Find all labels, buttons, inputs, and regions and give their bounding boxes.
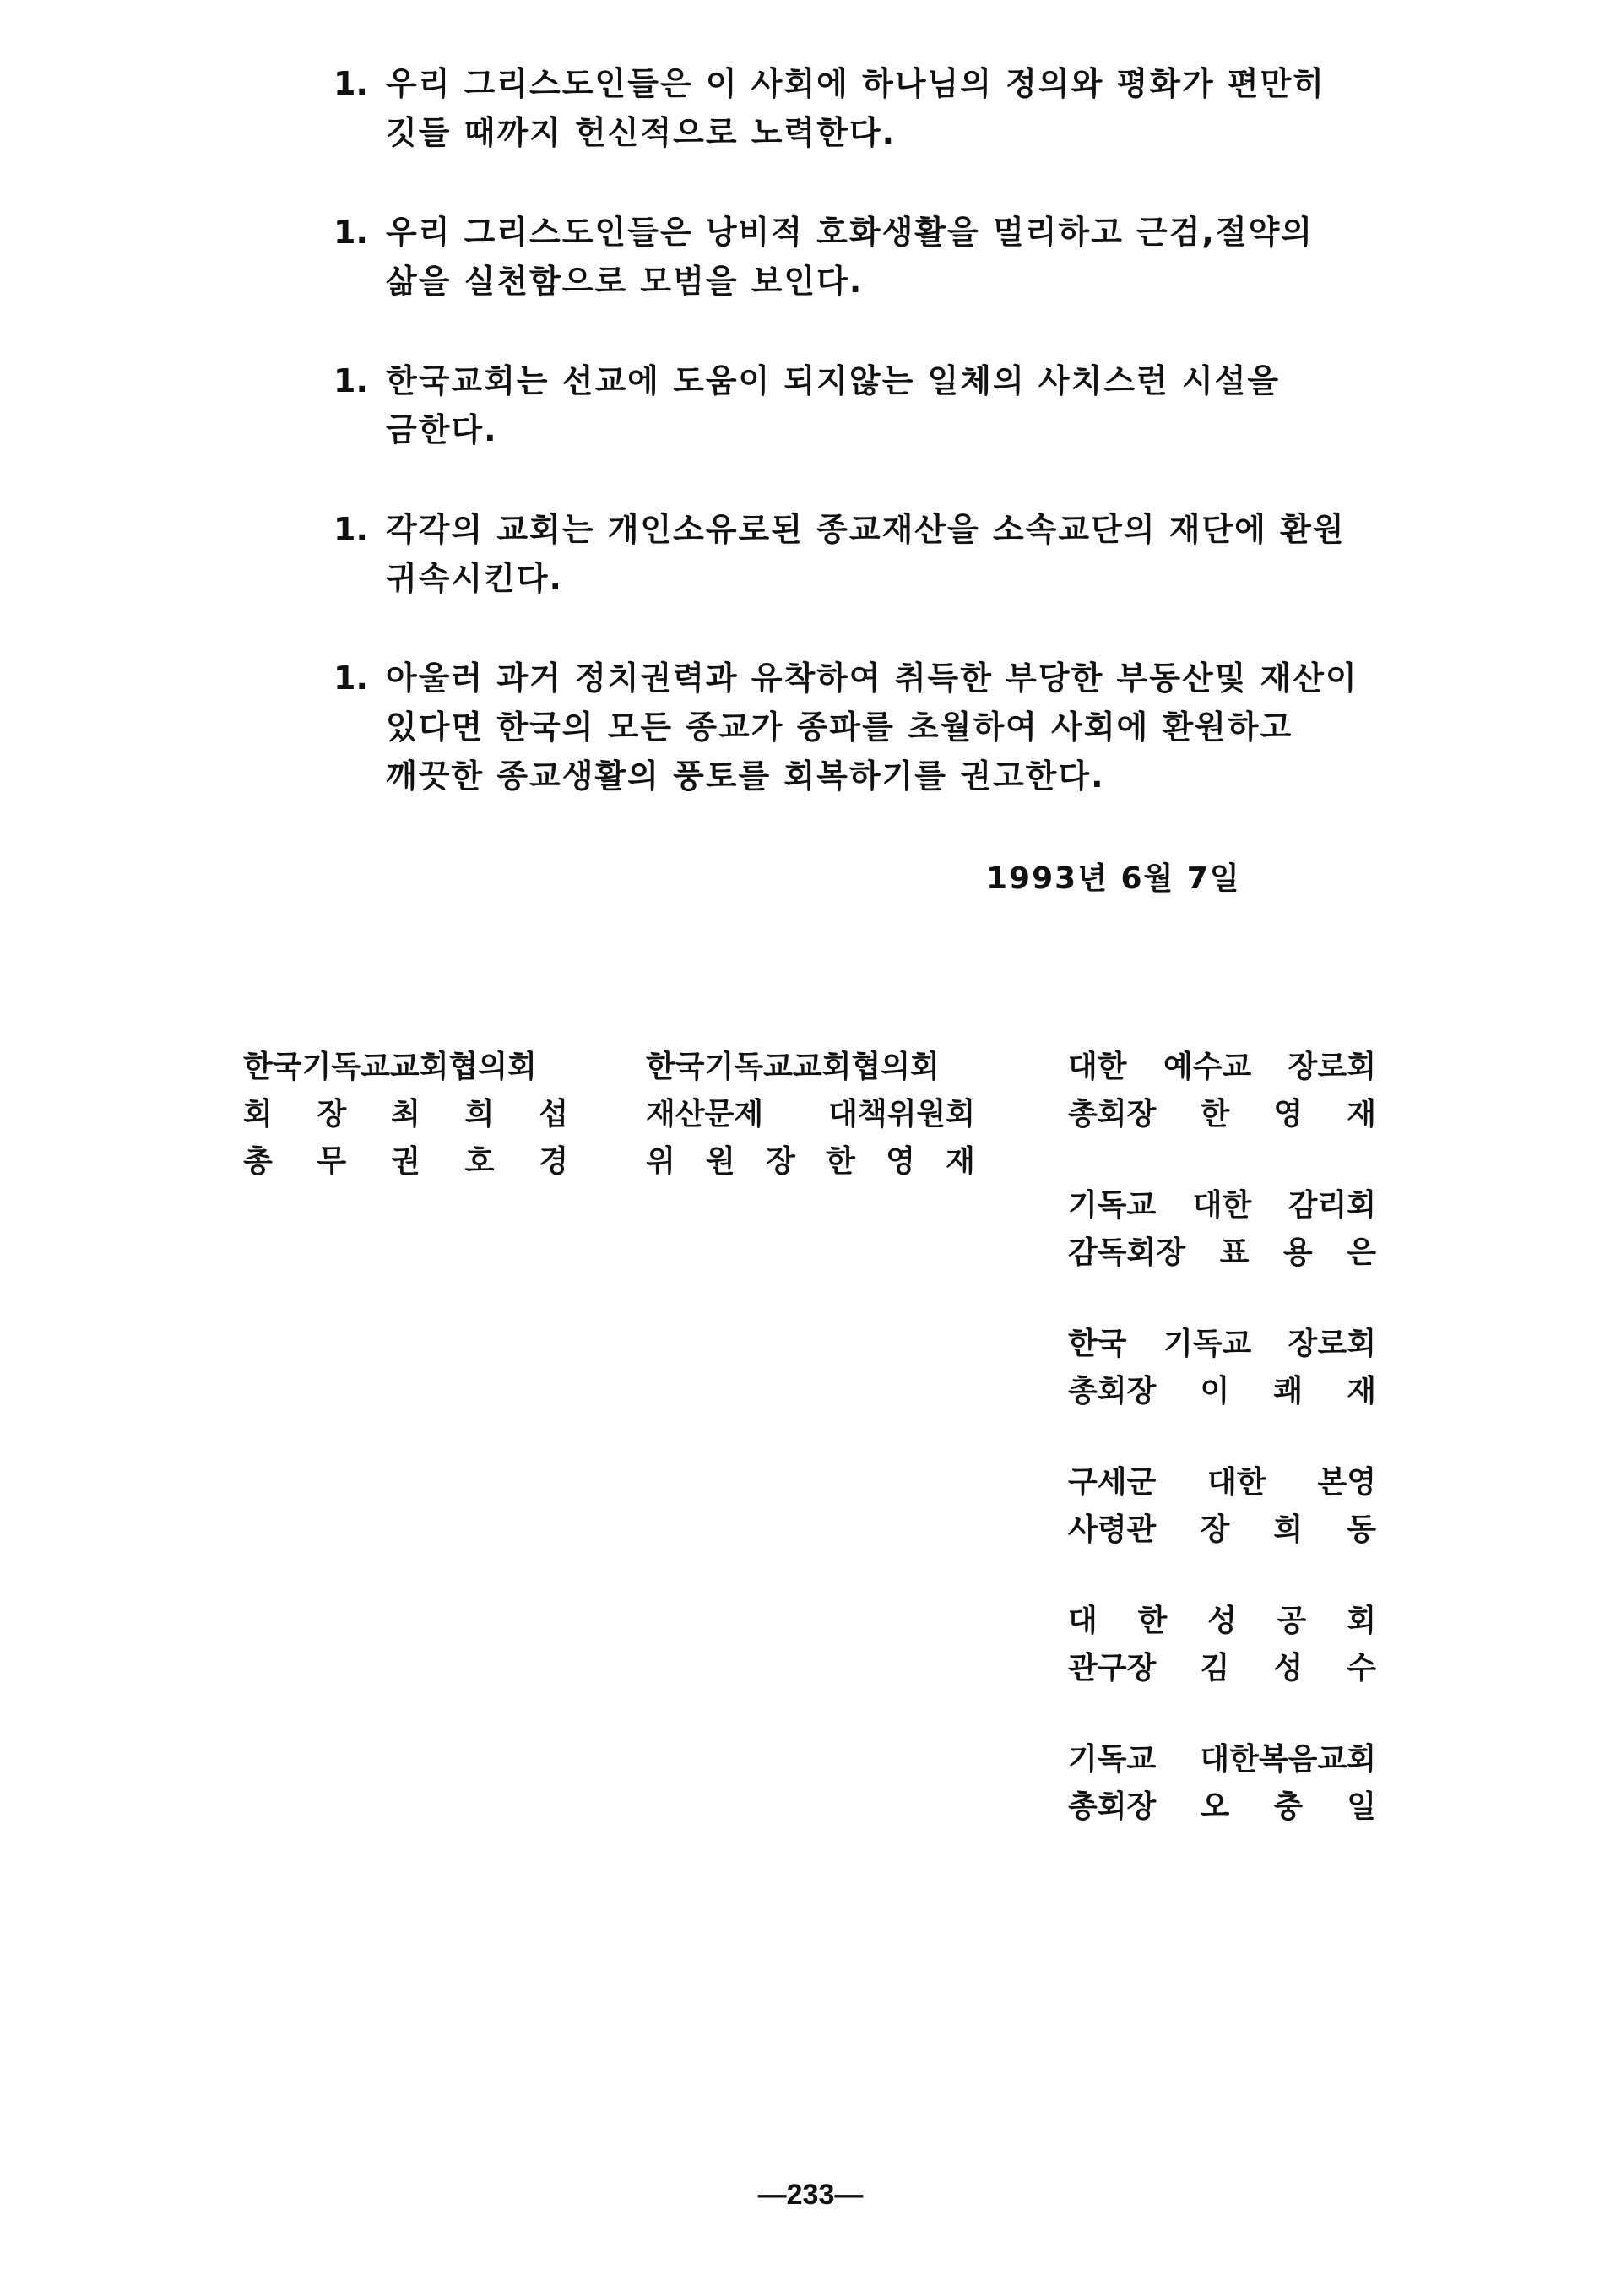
signatory-token: 재 — [1347, 1097, 1376, 1132]
signatory-token: 대한 — [1207, 1465, 1266, 1500]
signatory-token: 사령관 — [1068, 1512, 1157, 1547]
signatory-block — [1068, 1321, 1376, 1415]
signatory-line — [243, 1091, 568, 1138]
signatory-token: 대한복음교회 — [1200, 1742, 1376, 1777]
signatory-token: 장로회 — [1288, 1050, 1376, 1084]
signatory-token: 성 — [1273, 1651, 1304, 1685]
signatory-token: 감독회장 — [1068, 1235, 1186, 1270]
page-number: —233— — [757, 2179, 864, 2211]
signatory-token: 영 — [886, 1144, 915, 1179]
signatory-token: 장 — [317, 1097, 347, 1132]
resolution-number: 1. — [333, 362, 368, 399]
signatory-token: 기독교 — [1163, 1327, 1252, 1361]
signatory-column-3 — [1068, 1044, 1376, 1875]
signatory-name — [1068, 1506, 1376, 1554]
signatory-token: 한국 — [1068, 1327, 1127, 1361]
resolution-line: 깃들 때까지 헌신적으로 노력한다. — [386, 114, 897, 151]
signatory-token: 한국기독교교회협의회 — [243, 1050, 537, 1084]
resolution-item — [333, 59, 1414, 157]
signatory-token: 섭 — [539, 1097, 568, 1132]
signatory-line — [646, 1091, 975, 1138]
signatory-line — [646, 1044, 975, 1091]
resolution-text — [386, 59, 1414, 157]
denomination-name — [1068, 1321, 1376, 1368]
signatory-token: 동 — [1347, 1512, 1376, 1547]
signatory-column-1 — [243, 1044, 568, 1186]
resolution-item — [333, 356, 1414, 454]
resolution-line: 귀속시킨다. — [386, 560, 563, 597]
resolution-line: 한국교회는 선교에 도움이 되지않는 일체의 사치스런 시설을 — [386, 362, 1281, 399]
signatory-token: 예수교 — [1163, 1050, 1252, 1084]
denomination-name — [1068, 1182, 1376, 1229]
signatory-token: 본영 — [1317, 1465, 1376, 1500]
signatory-token: 한 — [826, 1144, 855, 1179]
signatory-token: 호 — [464, 1144, 495, 1179]
resolution-number: 1. — [333, 65, 368, 102]
signatory-token: 대한 — [1068, 1050, 1127, 1084]
signatory-line — [243, 1138, 568, 1186]
signatory-token: 일 — [1347, 1789, 1376, 1824]
resolution-line: 각각의 교회는 개인소유로된 종교재산을 소속교단의 재단에 환원 — [386, 511, 1346, 548]
signatory-token: 재산문제 — [646, 1097, 764, 1132]
resolution-item — [333, 505, 1414, 603]
signatory-token: 한국기독교교회협의회 — [646, 1050, 940, 1084]
signatory-token: 장 — [1200, 1512, 1230, 1547]
resolution-text — [386, 654, 1414, 801]
resolution-number: 1. — [333, 214, 368, 251]
signatory-token: 대한 — [1192, 1188, 1252, 1223]
signatory-name — [1068, 1645, 1376, 1692]
resolutions-list — [333, 59, 1414, 851]
signatory-token: 경 — [539, 1144, 568, 1179]
signatory-token: 용 — [1282, 1235, 1313, 1270]
signatory-token: 충 — [1273, 1789, 1304, 1824]
signatory-token: 쾌 — [1273, 1374, 1304, 1409]
resolution-number: 1. — [333, 511, 368, 548]
signatory-token: 수 — [1347, 1651, 1376, 1685]
resolution-line: 금한다. — [386, 411, 498, 448]
signatory-token: 감리회 — [1288, 1188, 1376, 1223]
signatory-token: 영 — [1273, 1097, 1304, 1132]
signatory-name — [1068, 1368, 1376, 1415]
signatory-block — [1068, 1182, 1376, 1277]
signatory-block — [1068, 1736, 1376, 1831]
denomination-name — [1068, 1044, 1376, 1091]
denomination-name — [1068, 1598, 1376, 1645]
signatory-token: 재 — [946, 1144, 975, 1179]
resolution-line: 우리 그리스도인들은 낭비적 호화생활을 멀리하고 근검,절약의 — [386, 214, 1314, 251]
signatory-token: 총회장 — [1068, 1789, 1157, 1824]
signatory-token: 관구장 — [1068, 1651, 1157, 1685]
signatory-token: 희 — [464, 1097, 495, 1132]
resolution-line: 있다면 한국의 모든 종교가 종파를 초월하여 사회에 환원하고 — [386, 708, 1293, 746]
signatory-token: 재 — [1347, 1374, 1376, 1409]
signatory-token: 대 — [1068, 1604, 1098, 1638]
signatory-token: 위 — [646, 1144, 675, 1179]
signatory-token: 장 — [766, 1144, 795, 1179]
signatory-token: 기독교 — [1068, 1188, 1157, 1223]
declaration-date: 1993년 6월 7일 — [986, 861, 1241, 896]
signatory-token: 권 — [391, 1144, 420, 1179]
signatory-token: 최 — [391, 1097, 420, 1132]
resolution-line: 삶을 실천함으로 모범을 보인다. — [386, 263, 864, 300]
resolution-number: 1. — [333, 659, 368, 697]
signatory-token: 기독교 — [1068, 1742, 1157, 1777]
signatory-token: 희 — [1273, 1512, 1304, 1547]
signatory-line — [243, 1044, 568, 1091]
signatory-token: 표 — [1219, 1235, 1250, 1270]
resolution-text — [386, 356, 1414, 454]
signatory-token: 총회장 — [1068, 1374, 1157, 1409]
resolution-line: 우리 그리스도인들은 이 사회에 하나님의 정의와 평화가 편만히 — [386, 65, 1326, 102]
signatory-name — [1068, 1783, 1376, 1831]
signatory-token: 회 — [1347, 1604, 1376, 1638]
signatory-token: 김 — [1200, 1651, 1230, 1685]
signatory-token: 이 — [1200, 1374, 1230, 1409]
signatory-token: 구세군 — [1068, 1465, 1157, 1500]
resolution-item — [333, 208, 1414, 306]
signatory-name — [1068, 1229, 1376, 1277]
signatory-token: 오 — [1200, 1789, 1230, 1824]
signatory-token: 공 — [1277, 1604, 1307, 1638]
signatory-token: 회 — [243, 1097, 273, 1132]
signatory-token: 장로회 — [1288, 1327, 1376, 1361]
signatory-line — [646, 1138, 975, 1186]
resolution-text — [386, 208, 1414, 306]
resolution-text — [386, 505, 1414, 603]
denomination-name — [1068, 1459, 1376, 1506]
resolution-line: 깨끗한 종교생활의 풍토를 회복하기를 권고한다. — [386, 757, 1105, 795]
signatory-name — [1068, 1091, 1376, 1138]
signatory-block — [1068, 1598, 1376, 1692]
denomination-name — [1068, 1736, 1376, 1783]
resolution-item — [333, 654, 1414, 801]
signatory-token: 성 — [1207, 1604, 1237, 1638]
signatory-token: 무 — [317, 1144, 347, 1179]
signatory-token: 한 — [1137, 1604, 1168, 1638]
signatory-token: 대책위원회 — [828, 1097, 975, 1132]
signatory-token: 한 — [1200, 1097, 1230, 1132]
signatory-column-2 — [646, 1044, 975, 1186]
signatory-block — [1068, 1044, 1376, 1138]
signatory-block — [1068, 1459, 1376, 1554]
signatory-token: 총회장 — [1068, 1097, 1157, 1132]
signatory-token: 원 — [706, 1144, 735, 1179]
signatory-token: 총 — [243, 1144, 273, 1179]
signatory-token: 은 — [1347, 1235, 1376, 1270]
resolution-line: 아울러 과거 정치권력과 유착하여 취득한 부당한 부동산및 재산이 — [386, 659, 1358, 697]
